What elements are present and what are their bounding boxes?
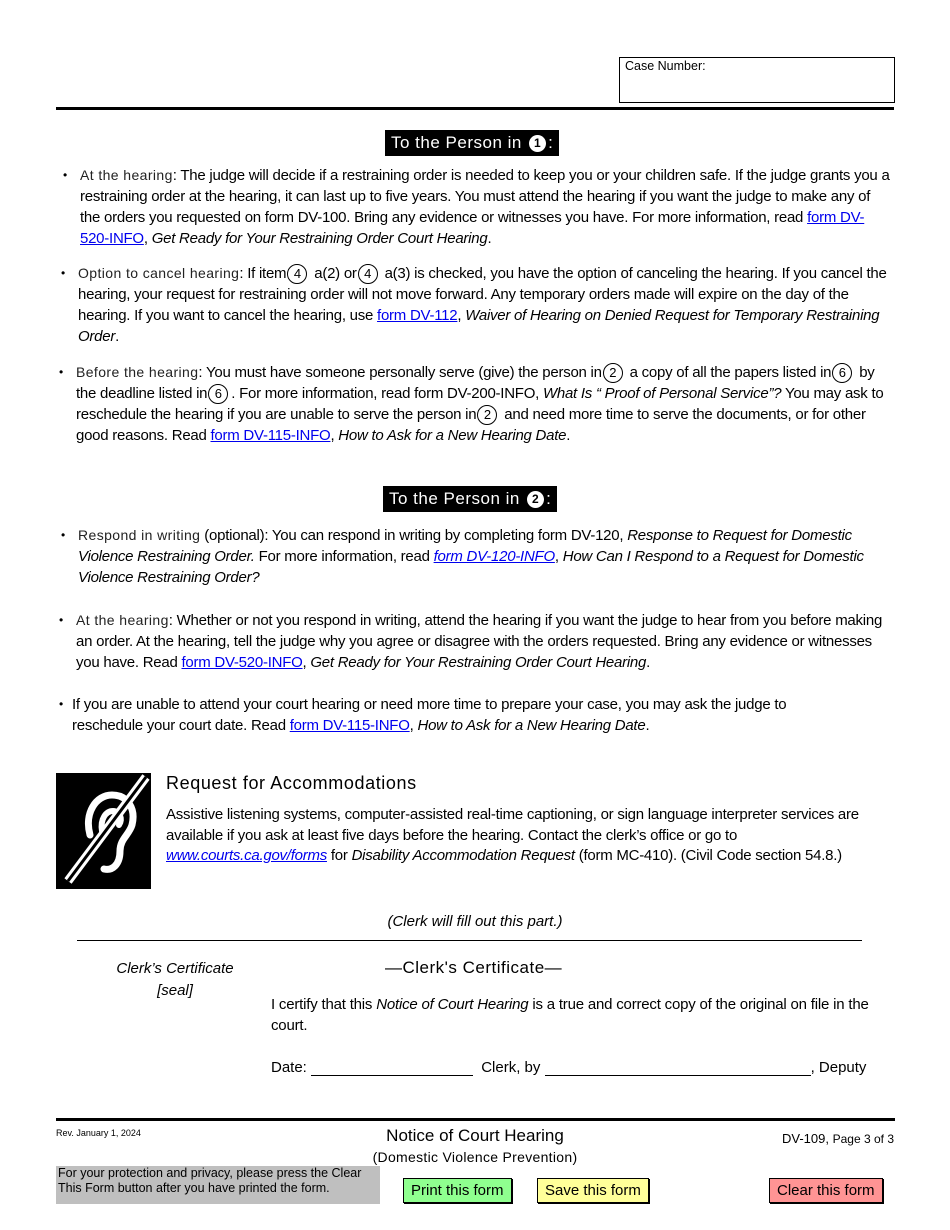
case-number-label: Case Number: [625, 59, 706, 73]
bullet-text: , [554, 548, 563, 565]
section2-heading: To the Person in 2 : [383, 486, 557, 512]
bullet-text: . For more information, read form DV-200-INFO, [231, 385, 543, 402]
accommodations-text [166, 805, 896, 867]
clerk-name-field[interactable] [545, 1055, 811, 1076]
print-form-button[interactable]: Print this form [403, 1178, 512, 1203]
date-label: Date: [271, 1059, 307, 1076]
number-badge-icon: 1 [529, 135, 546, 152]
clerk-certificate-title: —Clerk's Certificate— [385, 958, 563, 977]
clerk-seal-area [100, 958, 250, 1002]
bullet-text: and need more time to serve the documents, or for other good reasons. Read [76, 406, 866, 444]
bullet-text: . [646, 654, 651, 671]
form-dv-520-info-link[interactable]: form DV-520-INFO [80, 209, 865, 247]
bullet-text: If you are unable to attend your court hearing or need more time to prepare your case, you may ask the judge to reschedule your court date. Read [72, 696, 787, 734]
form-title: Notice of Court Hearing [376, 996, 529, 1013]
form-title: Response to Request for Domestic Violence Restraining Order. [78, 527, 852, 565]
certify-text [271, 994, 891, 1036]
form-dv-120-info-link[interactable]: form DV-120-INFO [433, 548, 555, 565]
bullet-text: , [409, 717, 418, 734]
item-number-icon: 6 [208, 384, 228, 404]
form-title: How to Ask for a New Hearing Date [417, 717, 646, 734]
bullet-text: For more information, read [254, 548, 434, 565]
bullet-lead: At the hearing [80, 167, 173, 183]
bullet-text: : If item [239, 265, 287, 282]
bullet-text: . [115, 328, 120, 345]
form-title: Get Ready for Your Restraining Order Court Hearing [151, 230, 488, 247]
form-number [782, 1131, 894, 1146]
bullet-lead: Before the hearing [76, 364, 199, 380]
form-title-footer: Notice of Court Hearing [386, 1126, 564, 1145]
form-subtitle-footer: (Domestic Violence Prevention) [372, 1149, 578, 1165]
bullet-text: . [645, 717, 650, 734]
bullet-icon: • [59, 613, 63, 627]
divider [56, 1118, 895, 1121]
form-title: How to Ask for a New Hearing Date [338, 427, 567, 444]
bullet-text: : The judge will decide if a restraining order is needed to keep you or your children safe. If the judge grants you a restraining order at the hearing, it can last up to five years. You must attend the hearing if you want the judge to make any of the orders you requested on form DV-100. Bring any evidence or witnesses you have. For more information, read [80, 167, 890, 226]
bullet-before-hearing [59, 362, 891, 446]
date-field[interactable] [311, 1055, 473, 1076]
number-badge-icon: 2 [527, 491, 544, 508]
form-dv-115-info-link[interactable]: form DV-115-INFO [210, 427, 331, 444]
heading-text: To the Person in [391, 133, 522, 152]
clear-form-button[interactable]: Clear this form [769, 1178, 883, 1203]
bullet-text: : Whether or not you respond in writing, attend the hearing if you want the judge to hear from you before making an order. At the hearing, tell the judge why you agree or disagree with the orders requested. Bring any evidence or witnesses you have. Read [76, 612, 883, 671]
item-number-icon: 4 [358, 264, 378, 284]
deputy-label: , Deputy [810, 1059, 867, 1076]
courts-forms-link[interactable]: www.courts.ca.gov/forms [166, 847, 327, 864]
bullet-text: , [143, 230, 152, 247]
revision-date: Rev. January 1, 2024 [56, 1128, 141, 1138]
bullet-icon: • [61, 266, 65, 280]
bullet-text: a(3) is checked, you have the option of canceling the hearing. If you cancel the hearing, your request for restraining order will not move forward. Any temporary orders made will expire on the day of the hearing. If you want to cancel the hearing, use [78, 265, 887, 324]
item-number-icon: 6 [832, 363, 852, 383]
accommodations-title: Request for Accommodations [166, 773, 417, 793]
form-dv-115-info-link[interactable]: form DV-115-INFO [289, 717, 410, 734]
bullet-reschedule [59, 694, 852, 736]
accommodations-body: (form MC-410). (Civil Code section 54.8.) [574, 847, 842, 864]
form-title: How Can I Respond to a Request for Domestic Violence Restraining Order? [78, 548, 864, 586]
bullet-text: , [457, 307, 466, 324]
accommodations-body: Assistive listening systems, computer-assisted real-time captioning, or sign language interpreter services are available if you ask at least five days before the hearing. Contact the clerk’s office or go to [166, 806, 859, 844]
clerk-signature-row [271, 1055, 866, 1076]
section1-heading: To the Person in 1 : [385, 130, 559, 156]
hearing-assistance-icon [56, 773, 151, 889]
bullet-text: . [566, 427, 571, 444]
item-number-icon: 4 [287, 264, 307, 284]
bullet-lead: Respond in writing [78, 527, 201, 543]
bullet-icon: • [59, 697, 63, 711]
bullet-at-hearing-2 [59, 610, 891, 673]
item-number-icon: 2 [603, 363, 623, 383]
clerk-by-label: Clerk, by [481, 1059, 541, 1076]
form-title: Get Ready for Your Restraining Order Court Hearing [310, 654, 647, 671]
seal-label: Clerk’s Certificate [116, 960, 234, 977]
save-form-button[interactable]: Save this form [537, 1178, 649, 1203]
divider [77, 940, 862, 941]
bullet-respond-writing [61, 525, 878, 588]
form-dv-520-info-link[interactable]: form DV-520-INFO [181, 654, 303, 671]
bullet-icon: • [63, 168, 67, 182]
bullet-text: : You must have someone personally serve (give) the person in [198, 364, 602, 381]
form-id: DV-109, [782, 1131, 829, 1146]
bullet-option-cancel [61, 263, 890, 347]
bullet-text: , [330, 427, 339, 444]
accommodations-body: for [326, 847, 352, 864]
bullet-lead: Option to cancel hearing [78, 265, 240, 281]
form-title: What Is “ Proof of Personal Service”? [542, 385, 782, 402]
certify-body: I certify that this [271, 996, 377, 1013]
bullet-text: a(2) or [310, 265, 357, 282]
bullet-icon: • [61, 528, 65, 542]
form-title: Disability Accommodation Request [351, 847, 575, 864]
seal-placeholder: [seal] [157, 982, 193, 999]
clerk-note: (Clerk will fill out this part.) [387, 913, 563, 930]
bullet-at-hearing [63, 165, 890, 249]
bullet-icon: • [59, 365, 63, 379]
bullet-lead: At the hearing [76, 612, 169, 628]
form-dv-112-link[interactable]: form DV-112 [377, 307, 458, 324]
case-number-field[interactable] [619, 57, 895, 103]
page-number: Page 3 of 3 [832, 1132, 894, 1146]
divider [56, 107, 894, 110]
bullet-text: You may ask to reschedule the hearing if you are unable to serve the person in [76, 385, 884, 423]
heading-text: To the Person in [389, 489, 520, 508]
bullet-text: , [302, 654, 311, 671]
privacy-note: For your protection and privacy, please press the Clear This Form button after you have printed the form. [56, 1166, 380, 1204]
item-number-icon: 2 [477, 405, 497, 425]
certify-body: is a true and correct copy of the original on file in the court. [271, 996, 869, 1034]
bullet-text: . [487, 230, 492, 247]
bullet-text: a copy of all the papers listed in [625, 364, 832, 381]
bullet-text: (optional): You can respond in writing by completing form DV-120, [200, 527, 628, 544]
bullet-text: by the deadline listed in [76, 364, 875, 402]
form-title: Waiver of Hearing on Denied Request for Temporary Restraining Order [78, 307, 880, 345]
